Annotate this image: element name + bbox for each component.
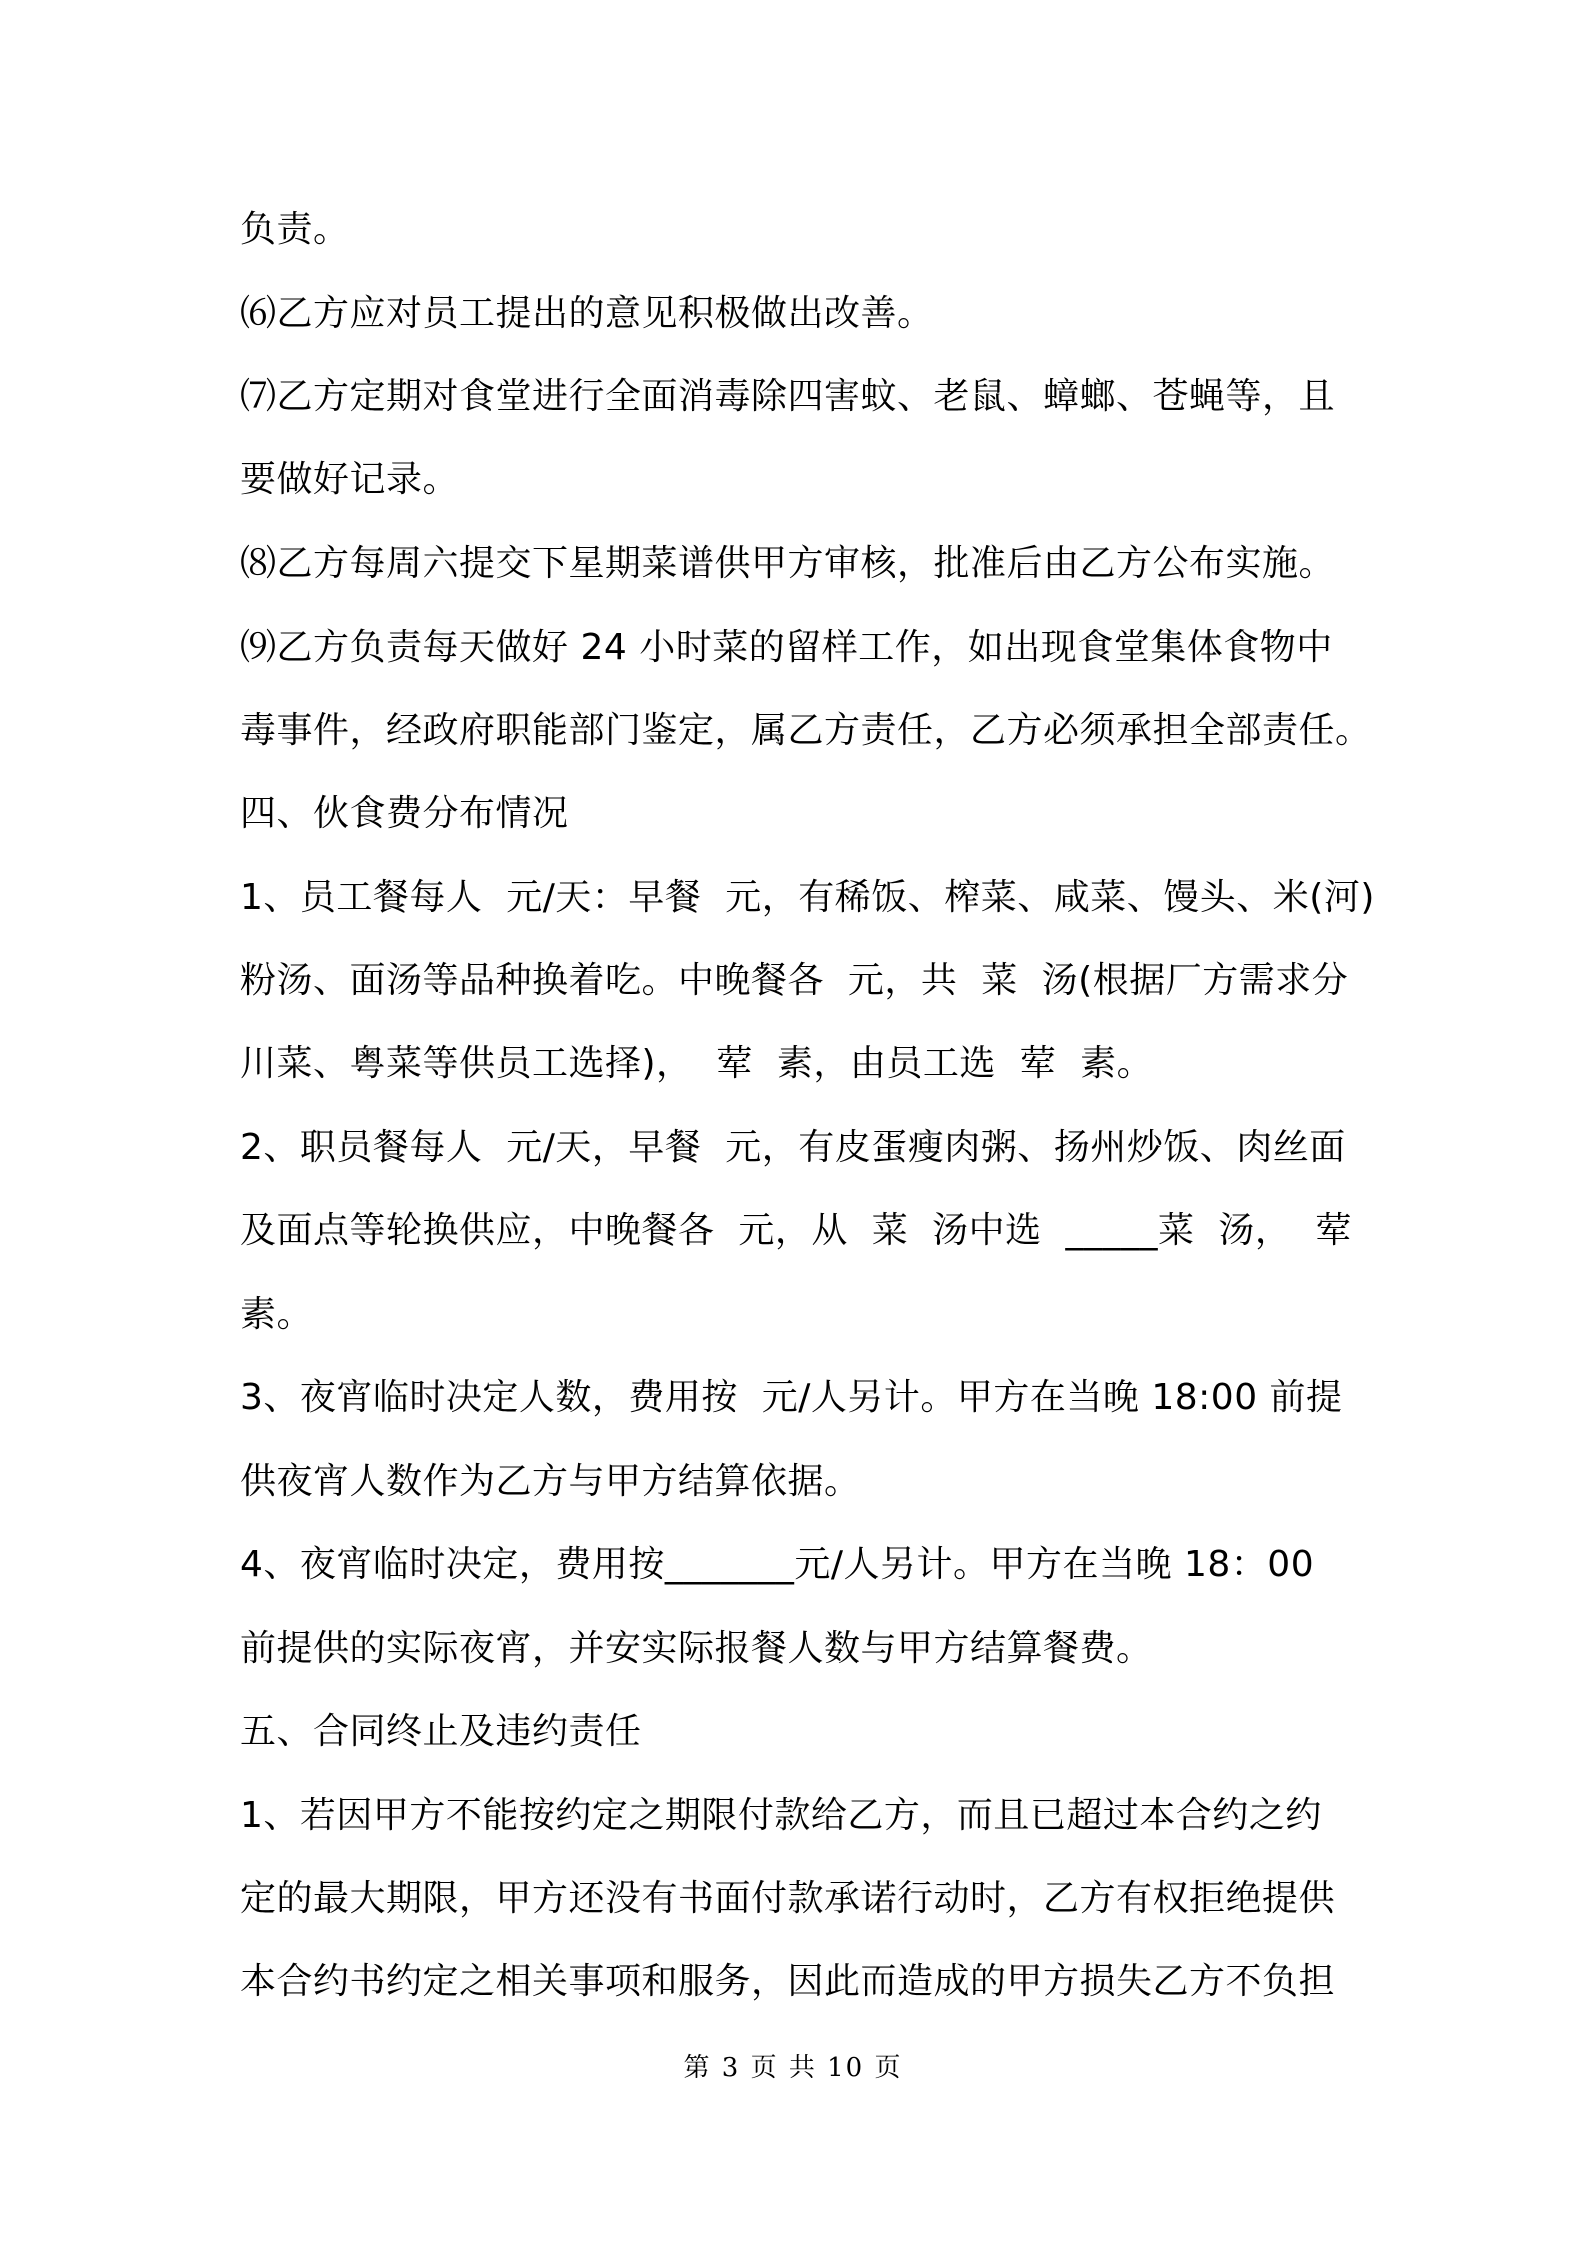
text-line: 粉汤、面汤等品种换着吃。中晚餐各 元，共 菜 汤(根据厂方需求分 [240, 960, 1349, 1001]
text-line: ⑻乙方每周六提交下星期菜谱供甲方审核，批准后由乙方公布实施。 [240, 543, 1336, 584]
section-heading: 五、合同终止及违约责任 [240, 1711, 642, 1752]
text-line: ⑼乙方负责每天做好 24 小时菜的留样工作，如出现食堂集体食物中 [240, 627, 1333, 668]
text-line: 本合约书约定之相关事项和服务，因此而造成的甲方损失乙方不负担 [240, 1961, 1336, 2002]
text-line: 定的最大期限，甲方还没有书面付款承诺行动时，乙方有权拒绝提供 [240, 1878, 1336, 1919]
section-heading: 四、伙食费分布情况 [240, 793, 569, 834]
text-line: 1、员工餐每人 元/天：早餐 元，有稀饭、榨菜、咸菜、馒头、米(河) [240, 877, 1375, 918]
page-number-footer: 第 3 页 共 10 页 [683, 2053, 903, 2083]
text-line: 1、若因甲方不能按约定之期限付款给乙方，而且已超过本合约之约 [240, 1795, 1322, 1836]
text-line: 3、夜宵临时决定人数，费用按 元/人另计。甲方在当晚 18:00 前提 [240, 1377, 1343, 1418]
text-line: ⑺乙方定期对食堂进行全面消毒除四害蚊、老鼠、蟑螂、苍蝇等，且 [240, 376, 1336, 417]
text-line: 4、夜宵临时决定，费用按_______元/人另计。甲方在当晚 18：00 [240, 1544, 1315, 1585]
text-line: 素。 [240, 1294, 314, 1335]
text-line: 川菜、粤菜等供员工选择)， 荤 素，由员工选 荤 素。 [240, 1043, 1154, 1084]
text-line: 及面点等轮换供应，中晚餐各 元，从 菜 汤中选 _____菜 汤， 荤 [240, 1210, 1352, 1251]
text-line: 毒事件，经政府职能部门鉴定，属乙方责任，乙方必须承担全部责任。 [240, 710, 1372, 751]
text-line: 要做好记录。 [240, 459, 460, 500]
text-line: ⑹乙方应对员工提出的意见积极做出改善。 [240, 293, 934, 334]
text-line: 前提供的实际夜宵，并安实际报餐人数与甲方结算餐费。 [240, 1628, 1153, 1669]
text-line: 2、职员餐每人 元/天，早餐 元，有皮蛋瘦肉粥、扬州炒饭、肉丝面 [240, 1127, 1346, 1168]
text-line: 负责。 [240, 209, 350, 250]
text-line: 供夜宵人数作为乙方与甲方结算依据。 [240, 1461, 861, 1502]
